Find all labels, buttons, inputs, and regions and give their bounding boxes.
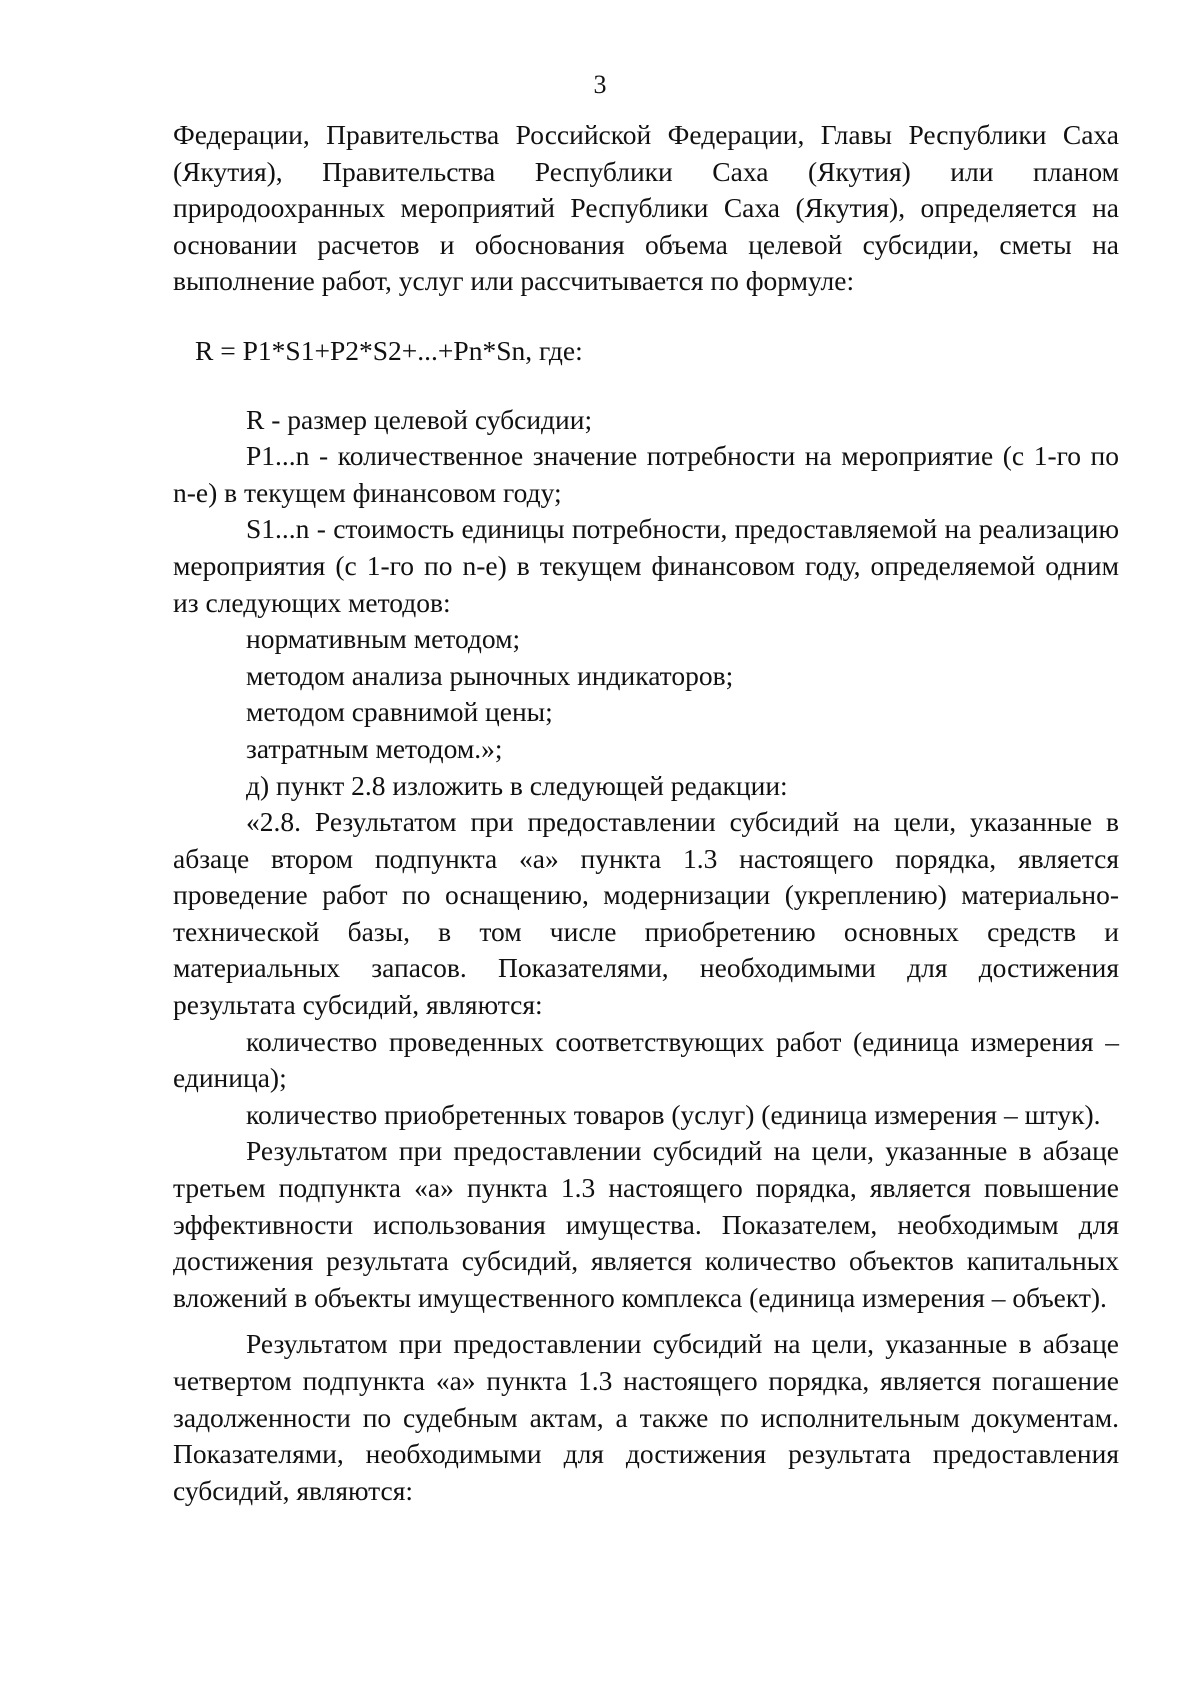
definition-s: S1...n - стоимость единицы потребности, предоставляемой на реализацию мероприятия (с 1-го по n-е) в текущем финансовом году, определяемой одним из следующих методов: (173, 513, 1119, 618)
method-market: методом анализа рыночных индикаторов; (246, 659, 734, 691)
definition-p: P1...n - количественное значение потребности на мероприятие (с 1-го по n-е) в текущем финансовом году; (173, 440, 1119, 508)
paragraph-result-3: Результатом при предоставлении субсидий на цели, указанные в абзаце третьем подпункта «а» пункта 1.3 настоящего порядка, является повышение эффективности использования имущества. Показателем, необходимым для достижения результата субсидий, является количество объектов капитальных вложений в объекты имущественного комплекса (единица измерения – объект). (173, 1135, 1119, 1313)
definition-r: R - размер целевой субсидии; (246, 403, 593, 435)
paragraph-result-4: Результатом при предоставлении субсидий на цели, указанные в абзаце четвертом подпункта «а» пункта 1.3 настоящего порядка, является погашение задолженности по судебным актам, а также по исполнительным документам. Показателями, необходимыми для достижения результата предоставления субсидий, являются: (173, 1328, 1119, 1506)
document-body (173, 117, 1119, 1509)
method-comparable: методом сравнимой цены; (246, 696, 553, 728)
formula: R = P1*S1+P2*S2+...+Pn*Sn, где: (195, 334, 583, 366)
indicator-works: количество проведенных соответствующих работ (единица измерения – единица); (173, 1025, 1119, 1094)
paragraph-2-8: «2.8. Результатом при предоставлении субсидий на цели, указанные в абзаце втором подпункта «а» пункта 1.3 настоящего порядка, является проведение работ по оснащению, модернизации (укреплению) материально-технической базы, в том числе приобретению основных средств и материальных запасов. Показателями, необходимыми для достижения результата субсидий, являются: (173, 806, 1119, 1021)
method-cost: затратным методом.»; (246, 732, 503, 764)
item-d: д) пункт 2.8 изложить в следующей редакции: (246, 769, 788, 801)
page-number: 3 (593, 70, 607, 99)
indicator-goods: количество приобретенных товаров (услуг) (единица измерения – штук). (246, 1098, 1101, 1130)
method-normative: нормативным методом; (246, 623, 521, 655)
paragraph-intro: Федерации, Правительства Российской Федерации, Главы Республики Саха (Якутия), Правительства Республики Саха (Якутия) или планом природоохранных мероприятий Республики Саха (Якутия), определяется на основании расчетов и обоснования объема целевой субсидии, сметы на выполнение работ, услуг или рассчитывается по формуле: (173, 119, 1119, 297)
